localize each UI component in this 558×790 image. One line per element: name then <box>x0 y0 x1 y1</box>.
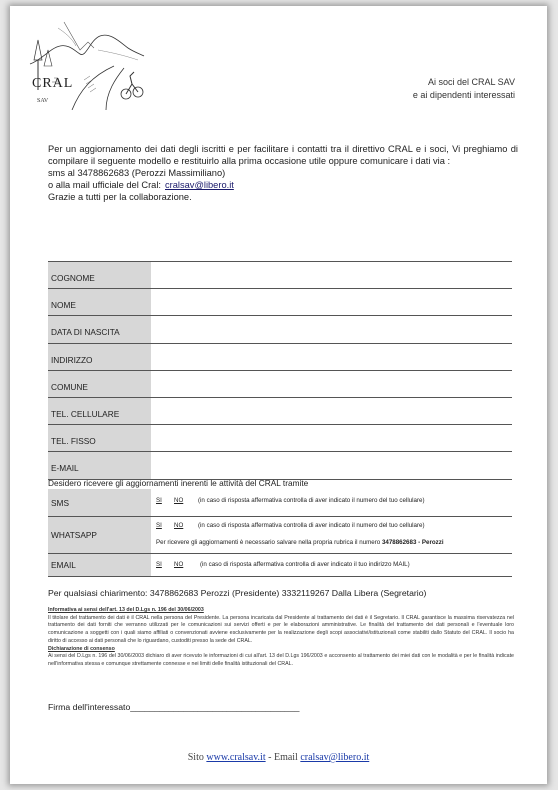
recipient-line-1: Ai soci del CRAL SAV <box>427 77 515 87</box>
intro-sms-line: sms al 3478862683 (Perozzi Massimiliano) <box>48 168 226 179</box>
comune-field[interactable] <box>151 371 512 397</box>
field-label: E-MAIL <box>48 452 151 478</box>
nome-field[interactable] <box>151 289 512 315</box>
intro-paragraph: Per un aggiornamento dei dati degli iscritti e per facilitare i contatti tra il direttivo CRAL e i soci, Vi preghiamo di compilare il seguente modello e restituirlo alla prima occasione utile oppure comunicare i dati via : <box>48 144 518 167</box>
footer-email-prefix: - Email <box>268 752 298 763</box>
legal-title-consent: Dichiarazione di consenso <box>48 645 115 652</box>
field-label: COMUNE <box>48 371 151 397</box>
recipient-block <box>413 76 515 102</box>
legal-text-info: Il titolare del trattamento dei dati è il CRAL nella persona del Presidente. La persona incaricata dal Presidente al trattamento dei dati è il Segretario. Il CRAL garantisce la massima riservatezza nel trattamento dei dati forniti che verranno utilizzati per le comunicazioni sui servizi offerti e per le elaborazioni amministrative. Le finalità del trattamento dei dati personali e l'eventuale loro comunicazione a soggetti con i quali siamo affiliati o convenzionati avviene esclusivamente per la realizzazione degli scopi associativi/istituzionali come stabiliti dallo Statuto del CRAL. Il socio ha diritto di accesso ai dati personali che lo riguardano, custoditi presso la sede del CRAL. <box>48 614 514 644</box>
intro-mail-line <box>48 179 518 191</box>
field-label: TEL. FISSO <box>48 425 151 451</box>
field-label: DATA DI NASCITA <box>48 316 151 342</box>
logo-text: CRAL <box>32 76 74 91</box>
updates-label-email: EMAIL <box>48 554 151 576</box>
signature-line: Firma dell'interessato___________________________________ <box>48 702 300 712</box>
fisso-field[interactable] <box>151 425 512 451</box>
footer <box>10 752 547 763</box>
field-label: NOME <box>48 289 151 315</box>
field-label: INDIRIZZO <box>48 344 151 370</box>
sms-no-option[interactable]: NO <box>174 497 184 504</box>
legal-title-info: Informativa ai sensi dell'art. 13 del D.Lgs n. 196 del 30/06/2003 <box>48 607 204 613</box>
footer-email-link[interactable]: cralsav@libero.it <box>300 752 370 763</box>
updates-row-sms <box>48 489 512 517</box>
legal-block <box>48 607 514 669</box>
whatsapp-note: (in caso di risposta affermativa controlla di aver indicato il numero del tuo cellulare) <box>198 522 425 529</box>
intro-text <box>48 143 518 203</box>
updates-label-whatsapp: WHATSAPP <box>48 517 151 553</box>
logo-subtext: SAV <box>37 98 49 104</box>
footer-site-link[interactable]: www.cralsav.it <box>206 752 266 763</box>
sms-yes-option[interactable]: SI <box>156 497 162 504</box>
email-yes-option[interactable]: SI <box>156 561 162 568</box>
whatsapp-extra-prefix: Per ricevere gli aggiornamenti è necessario salvare nella propria rubrica il numero <box>156 539 381 546</box>
field-row-email <box>48 452 512 479</box>
updates-title: Desidero ricevere gli aggiornamenti inerenti le attività del CRAL tramite <box>48 478 309 488</box>
document-page <box>10 6 547 784</box>
email-field[interactable] <box>151 452 512 478</box>
sms-note: (in caso di risposta affermativa controlla di aver indicato il numero del tuo cellulare) <box>198 497 425 504</box>
field-row-cognome <box>48 261 512 289</box>
field-row-nome <box>48 289 512 316</box>
whatsapp-extra-number: 3478862683 - Perozzi <box>381 539 444 546</box>
whatsapp-no-option[interactable]: NO <box>174 522 184 529</box>
whatsapp-extra-note <box>156 539 444 546</box>
cral-logo <box>28 20 146 110</box>
contacts-line: Per qualsiasi chiarimento: 3478862683 Perozzi (Presidente) 3332119267 Dalla Libera (Segretario) <box>48 588 427 598</box>
field-row-fisso <box>48 425 512 452</box>
member-data-table <box>48 261 512 480</box>
field-row-cellulare <box>48 398 512 425</box>
intro-mail-link[interactable]: cralsav@libero.it <box>165 180 234 191</box>
whatsapp-yes-option[interactable]: SI <box>156 522 162 529</box>
email-no-option[interactable]: NO <box>174 561 184 568</box>
intro-mail-prefix: o alla mail ufficiale del Cral: <box>48 180 161 191</box>
field-label: TEL. CELLULARE <box>48 398 151 424</box>
updates-label-sms: SMS <box>48 489 151 516</box>
cellulare-field[interactable] <box>151 398 512 424</box>
updates-table <box>48 489 512 577</box>
recipient-line-2: e ai dipendenti interessati <box>412 90 515 100</box>
footer-site-prefix: Sito <box>187 752 204 763</box>
updates-row-whatsapp <box>48 517 512 554</box>
cognome-field[interactable] <box>151 262 512 288</box>
field-row-data-nascita <box>48 316 512 343</box>
updates-row-email <box>48 554 512 577</box>
data-nascita-field[interactable] <box>151 316 512 342</box>
field-row-indirizzo <box>48 344 512 371</box>
email-note: (in caso di risposta affermativa controlla di aver indicato il tuo indirizzo MAIL) <box>200 561 410 568</box>
legal-text-consent: Ai sensi del D.Lgs n. 196 del 30/06/2003 dichiaro di aver ricevuto le informazioni di cui all'art. 13 del D.Lgs 196/2003 e acconsento al trattamento dei miei dati con le modalità e per le finalità indicate nell'informativa stessa e comunque strettamente connesse e nei limiti delle finalità istituzionali del CRAL. <box>48 653 514 667</box>
field-label: COGNOME <box>48 262 151 288</box>
field-row-comune <box>48 371 512 398</box>
indirizzo-field[interactable] <box>151 344 512 370</box>
intro-thanks: Grazie a tutti per la collaborazione. <box>48 192 192 203</box>
